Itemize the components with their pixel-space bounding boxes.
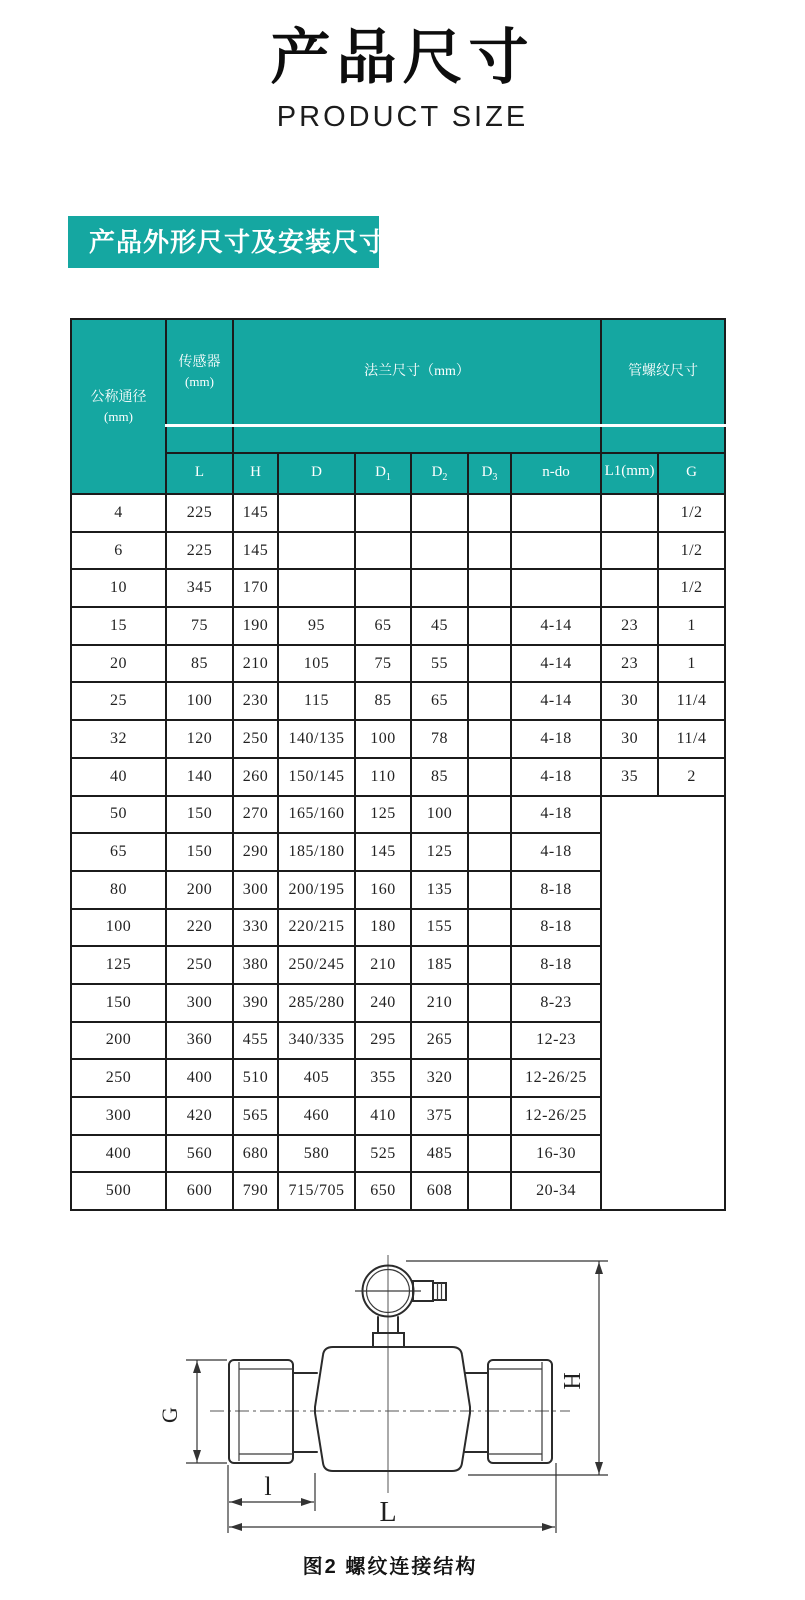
- table-cell: 295: [355, 1022, 411, 1060]
- table-cell: 125: [355, 796, 411, 834]
- header-subcol-G: G: [658, 453, 725, 494]
- table-cell: 50: [71, 796, 166, 834]
- table-cell: [278, 569, 355, 607]
- table-cell: 210: [411, 984, 468, 1022]
- table-cell: 185: [411, 946, 468, 984]
- table-cell: 8-23: [511, 984, 601, 1022]
- table-cell: 4-14: [511, 682, 601, 720]
- table-cell: 220/215: [278, 909, 355, 947]
- table-cell: 65: [411, 682, 468, 720]
- table-cell: 4: [71, 494, 166, 532]
- dim-h-arrow-up: [595, 1262, 603, 1274]
- page-title: 产品尺寸: [270, 24, 535, 91]
- table-cell: 23: [601, 645, 658, 683]
- dim-l-arrow-left: [230, 1498, 242, 1506]
- table-cell: 375: [411, 1097, 468, 1135]
- table-cell: 4-18: [511, 720, 601, 758]
- table-cell: 250: [166, 946, 233, 984]
- table-cell: [601, 569, 658, 607]
- table-cell: 75: [166, 607, 233, 645]
- table-cell: 250: [71, 1059, 166, 1097]
- table-cell: 120: [166, 720, 233, 758]
- table-cell: 230: [233, 682, 278, 720]
- table-cell: [468, 871, 511, 909]
- table-cell: 25: [71, 682, 166, 720]
- table-cell: 125: [411, 833, 468, 871]
- table-cell: 265: [411, 1022, 468, 1060]
- table-cell: 100: [71, 909, 166, 947]
- table-cell: 145: [233, 532, 278, 570]
- header-spacer-cell: [233, 425, 601, 453]
- header-subcol-D2: $D_2$: [411, 453, 468, 494]
- table-cell: 8-18: [511, 909, 601, 947]
- table-cell: [468, 607, 511, 645]
- table-cell: 485: [411, 1135, 468, 1173]
- table-cell: 270: [233, 796, 278, 834]
- table-cell: 12-23: [511, 1022, 601, 1060]
- page-subtitle: PRODUCT SIZE: [276, 101, 529, 133]
- table-cell: [468, 758, 511, 796]
- table-cell: 110: [355, 758, 411, 796]
- header-row-spacer: [71, 425, 725, 453]
- table-cell: 170: [233, 569, 278, 607]
- merged-empty-cell: [601, 796, 725, 1211]
- table-cell: [355, 532, 411, 570]
- table-cell: 400: [71, 1135, 166, 1173]
- header-spacer-cell: [601, 425, 725, 453]
- table-cell: 6: [71, 532, 166, 570]
- table-cell: 20-34: [511, 1172, 601, 1210]
- header-subcol-D3: $D_3$: [468, 453, 511, 494]
- table-cell: 380: [233, 946, 278, 984]
- table-cell: [468, 1097, 511, 1135]
- table-cell: [468, 494, 511, 532]
- table-cell: 78: [411, 720, 468, 758]
- table-row: [71, 758, 725, 796]
- table-cell: 165/160: [278, 796, 355, 834]
- dim-h-arrow-down: [595, 1462, 603, 1474]
- table-cell: [468, 946, 511, 984]
- table-cell: 8-18: [511, 871, 601, 909]
- dim-g-label: G: [157, 1407, 182, 1423]
- meter-head-gland-nut: [433, 1283, 446, 1300]
- header-subcol-H: H: [233, 453, 278, 494]
- dim-L-arrow-right: [542, 1523, 554, 1531]
- dim-L-arrow-left: [230, 1523, 242, 1531]
- table-cell: [468, 1135, 511, 1173]
- table-cell: 85: [355, 682, 411, 720]
- table-cell: 4-18: [511, 833, 601, 871]
- table-cell: 30: [601, 720, 658, 758]
- header-sensor: [166, 319, 233, 425]
- table-cell: 160: [355, 871, 411, 909]
- table-cell: 560: [166, 1135, 233, 1173]
- table-cell: 225: [166, 532, 233, 570]
- table-cell: 250/245: [278, 946, 355, 984]
- table-cell: [601, 494, 658, 532]
- table-cell: 355: [355, 1059, 411, 1097]
- table-cell: 11/4: [658, 682, 725, 720]
- table-cell: 220: [166, 909, 233, 947]
- table-cell: 23: [601, 607, 658, 645]
- table-cell: [411, 569, 468, 607]
- table-cell: 300: [166, 984, 233, 1022]
- table-cell: 12-26/25: [511, 1059, 601, 1097]
- dim-L-label: L: [379, 1497, 397, 1528]
- table-cell: [468, 1059, 511, 1097]
- table-row: [71, 645, 725, 683]
- table-cell: [468, 833, 511, 871]
- table-cell: 10: [71, 569, 166, 607]
- header-pipe-thread: 管螺纹尺寸: [601, 319, 725, 425]
- table-cell: 300: [233, 871, 278, 909]
- table-row: [71, 682, 725, 720]
- table-cell: 8-18: [511, 946, 601, 984]
- table-cell: [511, 569, 601, 607]
- table-cell: 290: [233, 833, 278, 871]
- table-cell: 140: [166, 758, 233, 796]
- table-cell: [468, 909, 511, 947]
- table-cell: 85: [411, 758, 468, 796]
- flow-body: [315, 1347, 470, 1471]
- table-cell: 95: [278, 607, 355, 645]
- table-cell: 360: [166, 1022, 233, 1060]
- header-nominal-unit: (mm): [104, 408, 133, 424]
- table-cell: 100: [355, 720, 411, 758]
- table-cell: 4-14: [511, 607, 601, 645]
- table-cell: [468, 682, 511, 720]
- table-row: [71, 494, 725, 532]
- table-cell: 1: [658, 607, 725, 645]
- table-cell: 200/195: [278, 871, 355, 909]
- table-cell: 250: [233, 720, 278, 758]
- table-cell: 16-30: [511, 1135, 601, 1173]
- header-row-groups: [71, 319, 725, 425]
- table-cell: 2: [658, 758, 725, 796]
- header-subcol-D1: $D_1$: [355, 453, 411, 494]
- table-cell: [468, 569, 511, 607]
- table-cell: [411, 494, 468, 532]
- table-cell: [511, 532, 601, 570]
- table-cell: 65: [71, 833, 166, 871]
- table-cell: 4-18: [511, 796, 601, 834]
- dim-l-label: l: [264, 1472, 272, 1501]
- header-subcol-L: L: [166, 453, 233, 494]
- table-cell: 115: [278, 682, 355, 720]
- table-cell: 460: [278, 1097, 355, 1135]
- table-cell: 140/135: [278, 720, 355, 758]
- table-cell: [278, 532, 355, 570]
- table-cell: 80: [71, 871, 166, 909]
- table-cell: [511, 494, 601, 532]
- table-cell: 320: [411, 1059, 468, 1097]
- table-row: [71, 532, 725, 570]
- table-cell: 150/145: [278, 758, 355, 796]
- table-cell: 410: [355, 1097, 411, 1135]
- table-cell: 240: [355, 984, 411, 1022]
- table-cell: 185/180: [278, 833, 355, 871]
- header-subcol-D: D: [278, 453, 355, 494]
- table-cell: 500: [71, 1172, 166, 1210]
- table-cell: 100: [166, 682, 233, 720]
- table-cell: 125: [71, 946, 166, 984]
- table-cell: 20: [71, 645, 166, 683]
- figure-drawing: [150, 1233, 630, 1548]
- table-row: [71, 569, 725, 607]
- table-cell: 145: [233, 494, 278, 532]
- table-cell: 330: [233, 909, 278, 947]
- table-cell: 260: [233, 758, 278, 796]
- dim-g-arrow-up: [193, 1361, 201, 1373]
- table-cell: 1: [658, 645, 725, 683]
- table-cell: 40: [71, 758, 166, 796]
- table-cell: 1/2: [658, 494, 725, 532]
- table-cell: [468, 645, 511, 683]
- table-cell: 135: [411, 871, 468, 909]
- table-cell: 150: [166, 833, 233, 871]
- table-cell: 4-14: [511, 645, 601, 683]
- table-cell: 600: [166, 1172, 233, 1210]
- table-row: [71, 796, 725, 834]
- table-cell: [468, 1172, 511, 1210]
- table-cell: 790: [233, 1172, 278, 1210]
- table-cell: [278, 494, 355, 532]
- table-cell: 345: [166, 569, 233, 607]
- header-sensor-unit: (mm): [185, 373, 214, 389]
- table-cell: 180: [355, 909, 411, 947]
- table-cell: [355, 494, 411, 532]
- table-cell: 35: [601, 758, 658, 796]
- table-row: [71, 607, 725, 645]
- header-sensor-main: 传感器: [178, 354, 221, 370]
- table-cell: 150: [166, 796, 233, 834]
- table-cell: 85: [166, 645, 233, 683]
- table-cell: [411, 532, 468, 570]
- header-nominal-main: 公称通径: [90, 389, 147, 405]
- table-cell: 150: [71, 984, 166, 1022]
- table-cell: [468, 720, 511, 758]
- dim-h-label: H: [560, 1372, 586, 1390]
- dimensions-table: [70, 318, 726, 1211]
- table-cell: 190: [233, 607, 278, 645]
- table-cell: 510: [233, 1059, 278, 1097]
- table-cell: 405: [278, 1059, 355, 1097]
- table-cell: 65: [355, 607, 411, 645]
- table-cell: [601, 532, 658, 570]
- table-cell: 225: [166, 494, 233, 532]
- table-cell: 200: [166, 871, 233, 909]
- table-header: [71, 319, 725, 494]
- dim-l-arrow-right: [301, 1498, 313, 1506]
- header-row-subcols: [71, 453, 725, 494]
- table-cell: 455: [233, 1022, 278, 1060]
- table-body: [71, 494, 725, 1210]
- header-subcol-L1: L1(mm): [601, 453, 658, 494]
- table-cell: 11/4: [658, 720, 725, 758]
- table-cell: 145: [355, 833, 411, 871]
- table-cell: [468, 984, 511, 1022]
- table-cell: 715/705: [278, 1172, 355, 1210]
- table-cell: 608: [411, 1172, 468, 1210]
- section-banner: 产品外形尺寸及安装尺寸: [68, 216, 379, 268]
- table-cell: 580: [278, 1135, 355, 1173]
- table-cell: [468, 532, 511, 570]
- header-flange: 法兰尺寸（mm）: [233, 319, 601, 425]
- table-cell: 100: [411, 796, 468, 834]
- figure-caption: 图2 螺纹连接结构: [302, 1556, 478, 1578]
- table-cell: [468, 796, 511, 834]
- table-cell: 650: [355, 1172, 411, 1210]
- table-cell: 75: [355, 645, 411, 683]
- table-cell: 565: [233, 1097, 278, 1135]
- table-cell: 285/280: [278, 984, 355, 1022]
- table-cell: 45: [411, 607, 468, 645]
- table-cell: 12-26/25: [511, 1097, 601, 1135]
- table-cell: 680: [233, 1135, 278, 1173]
- header-spacer-cell: [166, 425, 233, 453]
- header-nominal-diameter: [71, 319, 166, 494]
- header-subcol-ndo: n-do: [511, 453, 601, 494]
- table-cell: 420: [166, 1097, 233, 1135]
- table-cell: [468, 1022, 511, 1060]
- table-row: [71, 720, 725, 758]
- table-cell: 400: [166, 1059, 233, 1097]
- table-cell: 525: [355, 1135, 411, 1173]
- table-cell: 105: [278, 645, 355, 683]
- table-cell: 1/2: [658, 569, 725, 607]
- table-cell: 210: [233, 645, 278, 683]
- table-cell: 15: [71, 607, 166, 645]
- table-cell: 32: [71, 720, 166, 758]
- table-cell: 1/2: [658, 532, 725, 570]
- table-cell: 340/335: [278, 1022, 355, 1060]
- table-cell: 200: [71, 1022, 166, 1060]
- table-cell: 4-18: [511, 758, 601, 796]
- table-cell: 300: [71, 1097, 166, 1135]
- dim-g-arrow-down: [193, 1450, 201, 1462]
- table-cell: 55: [411, 645, 468, 683]
- table-cell: [355, 569, 411, 607]
- table-cell: 155: [411, 909, 468, 947]
- table-cell: 30: [601, 682, 658, 720]
- table-cell: 210: [355, 946, 411, 984]
- table-cell: 390: [233, 984, 278, 1022]
